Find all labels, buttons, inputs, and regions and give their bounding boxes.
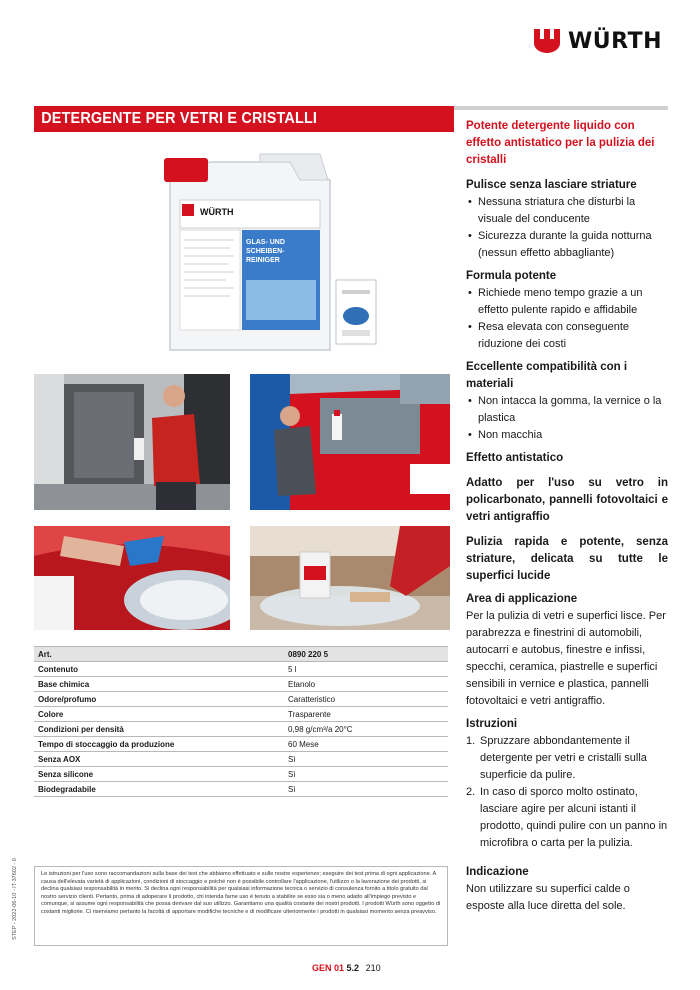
spec-value: 5 l: [284, 662, 448, 677]
table-row: [34, 707, 448, 722]
list-formula: [466, 285, 668, 353]
instructions-heading: Istruzioni: [466, 718, 518, 730]
table-row: [34, 662, 448, 677]
list-item: • Resa elevata con conseguente riduzione dei costi: [466, 319, 668, 353]
brand-name: WÜRTH: [568, 28, 663, 54]
photo-glass-table: [250, 526, 450, 630]
spec-key: Colore: [34, 707, 284, 722]
description-column: [466, 118, 668, 915]
list-no-streaks: [466, 194, 668, 262]
tagline: Potente detergente liquido con effetto antistatico per la pulizia dei cristalli: [466, 120, 655, 166]
spec-value: Trasparente: [284, 707, 448, 722]
section-heading-no-streaks: Pulisce senza lasciare striature: [466, 179, 637, 191]
spec-value: 0,98 g/cm³/a 20°C: [284, 722, 448, 737]
spec-table: [34, 646, 448, 797]
footer-chapter: 5.2: [346, 963, 360, 973]
polycarbonate-paragraph: Adatto per l'uso su vetro in policarbonato, pannelli fotovoltaici e vetri antigraffio: [466, 477, 668, 523]
area-text: Per la pulizia di vetri e superfici lisce. Per parabrezza e finestrini di automobili, autocarri e autobus, finestre e infissi, specchi, ceramica, piastrelle e superfici sensibili in vernice e plastica, pannelli fotovoltaici e vetri antigraffio.: [466, 610, 666, 707]
spec-value: Sì: [284, 752, 448, 767]
note-text: Non utilizzare su superfici calde o esposte alla luce diretta del sole.: [466, 883, 630, 912]
spec-key: Contenuto: [34, 662, 284, 677]
product-canister-image: [150, 140, 390, 360]
wurth-logo-icon: [532, 26, 562, 56]
spec-key: Senza AOX: [34, 752, 284, 767]
instructions-list: [466, 733, 668, 852]
fast-cleaning-paragraph: Pulizia rapida e potente, senza striature, delicata su tutte le superfici lucide: [466, 536, 668, 582]
table-row: [34, 737, 448, 752]
photo-truck-cleaning: [250, 374, 450, 510]
photo-headlight-cleaning: [34, 526, 230, 630]
spec-value: Sì: [284, 767, 448, 782]
spec-key: Condizioni per densità: [34, 722, 284, 737]
spec-value: Caratteristico: [284, 692, 448, 707]
spec-key: Base chimica: [34, 677, 284, 692]
list-item: • Non intacca la gomma, la vernice o la plastica: [466, 393, 668, 427]
title-band: [34, 106, 454, 132]
table-row: [34, 677, 448, 692]
table-row: [34, 782, 448, 797]
wurth-logo: [532, 26, 662, 56]
page-number: 210: [365, 963, 381, 973]
photo-window-cleaning: [34, 374, 230, 510]
spec-value: 60 Mese: [284, 737, 448, 752]
section-heading-formula: Formula potente: [466, 270, 557, 282]
spec-key: Odore/profumo: [34, 692, 284, 707]
area-heading: Area di applicazione: [466, 593, 578, 605]
title-divider: [454, 106, 668, 110]
instruction-step: 1. Spruzzare abbondantemente il detergente per vetri e cristalli sulla superficie da pulire.: [466, 733, 668, 784]
spec-key: Art.: [34, 647, 284, 662]
canister-label-line1: GLAS- UND: [246, 239, 285, 246]
list-item: • Nessuna striatura che disturbi la visuale del conducente: [466, 194, 668, 228]
table-row: [34, 767, 448, 782]
section-heading-compatibility: Eccellente compatibilità con i materiali: [466, 361, 628, 390]
list-item: • Non macchia: [466, 427, 668, 444]
spec-value: 0890 220 5: [284, 647, 448, 662]
spec-key: Tempo di stoccaggio da produzione: [34, 737, 284, 752]
list-item: • Sicurezza durante la guida notturna (nessun effetto abbagliante): [466, 228, 668, 262]
document-code: STEP - 2022-06-10 - IT-37602 - 0: [12, 858, 18, 940]
page-footer: [312, 963, 381, 973]
canister-label-line3: REINIGER: [246, 257, 280, 264]
instruction-step: 2. In caso di sporco molto ostinato, lasciare agire per alcuni istanti il prodotto, quindi pulire con un panno in microfibra o carta per la pulizia.: [466, 784, 668, 852]
canister-label-line2: SCHEIBEN-: [246, 248, 285, 255]
section-heading-antistatic: Effetto antistatico: [466, 452, 564, 464]
table-row: [34, 752, 448, 767]
table-row: [34, 692, 448, 707]
spec-key: Biodegradabile: [34, 782, 284, 797]
canister-brand: WÜRTH: [200, 207, 234, 217]
spec-value: Etanolo: [284, 677, 448, 692]
spec-value: Sì: [284, 782, 448, 797]
page-title: DETERGENTE PER VETRI E CRISTALLI: [41, 110, 318, 127]
list-compatibility: [466, 393, 668, 444]
table-row: [34, 722, 448, 737]
disclaimer-box: Le istruzioni per l'uso sono raccomandazioni sulla base dei test che abbiamo effettuato e sulle nostre esperienze; eseguire dei test prima di ogni applicazione. A causa dell'elevata varietà di applicazioni, condizioni di stoccaggio e poiché non è possibile controllare l'applicazione, l'utilizzo o la lavorazione dei prodotti, si declina qualsiasi responsabilità in merito. Si declina ogni responsabilità per qualsiasi informazione tecnica o servizio di consulenza fornito a titolo gratuito dal nostro servizio clienti. Pertanto, prima di adoperare il prodotto, chi intenda farne uso è tenuto a stabilire se esso sia o meno adatto all'impiego previsto e comunque, si assume ogni responsabilità che possa derivare dal suo utilizzo. Garantiamo una qualità costante dei nostri prodotti. I prodotti Würth sono oggetto di costanti migliorie. Ci riserviamo pertanto la facoltà di apportare modifiche tecniche e di modificare ulteriormente i prodotti in qualsiasi momento senza preavviso.: [34, 866, 448, 946]
note-heading: Indicazione: [466, 866, 529, 878]
list-item: • Richiede meno tempo grazie a un effetto pulente rapido e affidabile: [466, 285, 668, 319]
table-row: [34, 647, 448, 662]
spec-key: Senza silicone: [34, 767, 284, 782]
footer-section: GEN 01: [312, 963, 345, 973]
